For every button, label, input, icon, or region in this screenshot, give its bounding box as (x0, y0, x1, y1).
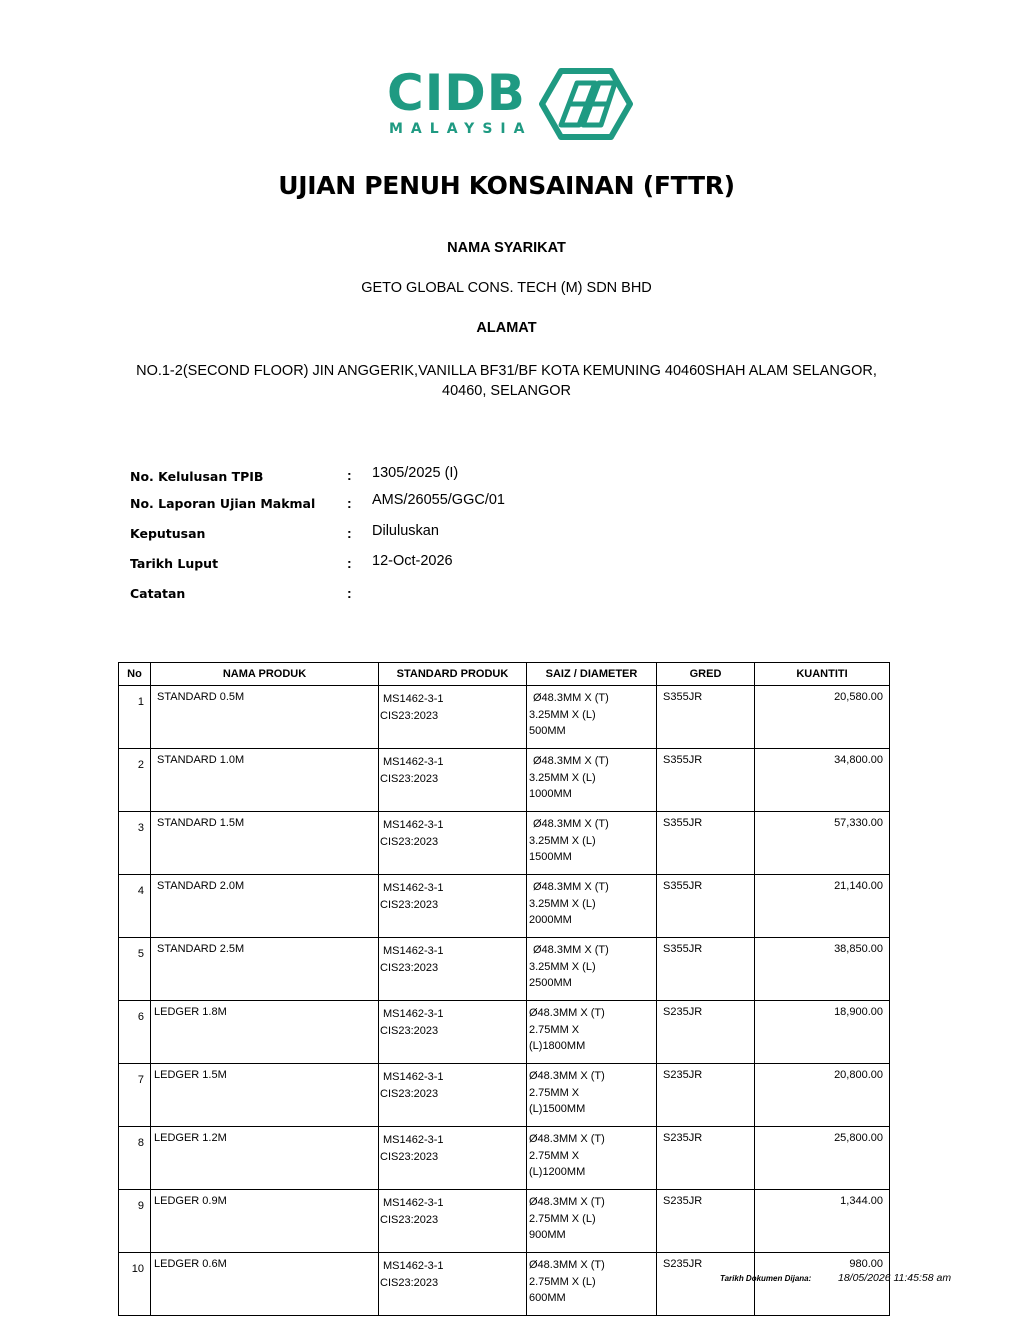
standard-line-2: CIS23:2023 (380, 1087, 439, 1100)
company-heading: NAMA SYARIKAT (447, 240, 566, 256)
cell-grade: S235JR (657, 1253, 755, 1316)
cell-no: 6 (119, 1001, 151, 1064)
standard-line-2: CIS23:2023 (380, 1150, 439, 1163)
info-colon: : (347, 525, 352, 541)
standard-line-1: MS1462-3-1 (383, 1260, 444, 1272)
standard-line-1: MS1462-3-1 (383, 819, 444, 831)
size-line-1: Ø48.3MM X (T) (529, 1007, 605, 1019)
cell-standard (379, 1001, 527, 1064)
cell-standard (379, 938, 527, 1001)
standard-line-2: CIS23:2023 (380, 1213, 439, 1226)
document-title: UJIAN PENUH KONSAINAN (FTTR) (278, 171, 735, 200)
cell-product-name: LEDGER 1.8M (151, 1001, 379, 1064)
standard-line-2: CIS23:2023 (380, 709, 439, 722)
cell-size (527, 1064, 657, 1127)
cell-size (527, 1253, 657, 1316)
size-line-2: 3.25MM X (L) (529, 708, 596, 721)
cell-no: 7 (119, 1064, 151, 1127)
info-colon: : (347, 495, 352, 511)
size-line-2: 3.25MM X (L) (529, 834, 596, 847)
cell-product-name: STANDARD 2.5M (151, 938, 379, 1001)
standard-line-2: CIS23:2023 (380, 1276, 439, 1289)
cell-grade: S235JR (657, 1190, 755, 1253)
standard-line-1: MS1462-3-1 (383, 693, 444, 705)
standard-line-1: MS1462-3-1 (383, 1197, 444, 1209)
standard-line-1: MS1462-3-1 (383, 882, 444, 894)
size-line-3: 1500MM (529, 851, 572, 863)
standard-line-1: MS1462-3-1 (383, 1134, 444, 1146)
cell-product-name: LEDGER 0.9M (151, 1190, 379, 1253)
size-line-3: 600MM (529, 1292, 566, 1304)
cell-quantity: 21,140.00 (755, 875, 890, 938)
size-line-1: Ø48.3MM X (T) (533, 944, 609, 956)
standard-line-1: MS1462-3-1 (383, 756, 444, 768)
size-line-1: Ø48.3MM X (T) (529, 1259, 605, 1271)
table-row (119, 1064, 890, 1127)
cell-grade: S355JR (657, 686, 755, 749)
table-row (119, 1253, 890, 1316)
cell-no: 4 (119, 875, 151, 938)
standard-line-2: CIS23:2023 (380, 961, 439, 974)
cell-standard (379, 1190, 527, 1253)
info-label-decision: Keputusan (130, 526, 206, 541)
cell-grade: S235JR (657, 1001, 755, 1064)
info-value-decision: Diluluskan (372, 523, 439, 539)
info-label-notes: Catatan (130, 586, 186, 601)
cell-quantity: 57,330.00 (755, 812, 890, 875)
info-label-approval-no: No. Kelulusan TPIB (130, 469, 264, 484)
size-line-2: 3.25MM X (L) (529, 897, 596, 910)
cell-size (527, 1127, 657, 1190)
size-line-3: 2500MM (529, 977, 572, 989)
size-line-2: 3.25MM X (L) (529, 960, 596, 973)
info-label-lab-report-no: No. Laporan Ujian Makmal (130, 496, 316, 511)
cell-size (527, 749, 657, 812)
table-row (119, 875, 890, 938)
info-colon: : (347, 555, 352, 571)
generated-date-label: Tarikh Dokumen Dijana: (720, 1274, 812, 1283)
info-colon: : (347, 585, 352, 601)
address-line-1: NO.1-2(SECOND FLOOR) JIN ANGGERIK,VANILLA BF31/BF KOTA KEMUNING 40460SHAH ALAM SELANGOR, (136, 363, 877, 379)
header-product-standard: STANDARD PRODUK (379, 663, 527, 686)
table-row (119, 1190, 890, 1253)
cell-no: 5 (119, 938, 151, 1001)
cell-size (527, 938, 657, 1001)
standard-line-1: MS1462-3-1 (383, 1008, 444, 1020)
info-label-expiry-date: Tarikh Luput (130, 556, 219, 571)
cell-quantity: 25,800.00 (755, 1127, 890, 1190)
cell-grade: S355JR (657, 938, 755, 1001)
standard-line-2: CIS23:2023 (380, 772, 439, 785)
cell-grade: S355JR (657, 812, 755, 875)
address-heading: ALAMAT (476, 320, 537, 336)
info-value-approval-no: 1305/2025 (I) (372, 465, 459, 481)
cell-no: 1 (119, 686, 151, 749)
table-row (119, 1127, 890, 1190)
size-line-2: 2.75MM X (529, 1149, 580, 1162)
header-quantity: KUANTITI (755, 663, 890, 686)
cell-product-name: LEDGER 1.2M (151, 1127, 379, 1190)
address-text (100, 361, 913, 401)
cell-product-name: LEDGER 0.6M (151, 1253, 379, 1316)
size-line-2: 2.75MM X (L) (529, 1275, 596, 1288)
size-line-1: Ø48.3MM X (T) (529, 1070, 605, 1082)
table-row (119, 812, 890, 875)
cell-standard (379, 1253, 527, 1316)
generated-date-value: 18/05/2026 11:45:58 am (838, 1272, 952, 1284)
cell-grade: S235JR (657, 1064, 755, 1127)
header-size-diameter: SAIZ / DIAMETER (527, 663, 657, 686)
info-value-lab-report-no: AMS/26055/GGC/01 (372, 492, 505, 508)
table-row (119, 1001, 890, 1064)
standard-line-2: CIS23:2023 (380, 898, 439, 911)
cell-quantity: 1,344.00 (755, 1190, 890, 1253)
cell-size (527, 812, 657, 875)
size-line-2: 2.75MM X (L) (529, 1212, 596, 1225)
size-line-3: (L)1200MM (529, 1166, 586, 1178)
cell-grade: S235JR (657, 1127, 755, 1190)
cell-standard (379, 686, 527, 749)
table-row (119, 749, 890, 812)
size-line-1: Ø48.3MM X (T) (533, 692, 609, 704)
cidb-hexagon-icon (537, 68, 633, 140)
standard-line-1: MS1462-3-1 (383, 945, 444, 957)
cell-quantity: 980.00 (755, 1253, 890, 1316)
info-colon: : (347, 467, 352, 483)
standard-line-2: CIS23:2023 (380, 1024, 439, 1037)
size-line-3: (L)1500MM (529, 1103, 586, 1115)
cell-quantity: 38,850.00 (755, 938, 890, 1001)
info-value-expiry-date: 12-Oct-2026 (372, 553, 453, 569)
cell-size (527, 875, 657, 938)
cell-grade: S355JR (657, 875, 755, 938)
cell-size (527, 1190, 657, 1253)
standard-line-2: CIS23:2023 (380, 835, 439, 848)
cell-quantity: 18,900.00 (755, 1001, 890, 1064)
cell-product-name: STANDARD 0.5M (151, 686, 379, 749)
cell-standard (379, 1127, 527, 1190)
size-line-1: Ø48.3MM X (T) (533, 755, 609, 767)
cell-size (527, 686, 657, 749)
logo-subtitle: MALAYSIA (389, 121, 533, 137)
cell-no: 10 (119, 1253, 151, 1316)
cell-no: 3 (119, 812, 151, 875)
size-line-3: 2000MM (529, 914, 572, 926)
cell-product-name: STANDARD 2.0M (151, 875, 379, 938)
cell-quantity: 34,800.00 (755, 749, 890, 812)
size-line-1: Ø48.3MM X (T) (533, 881, 609, 893)
standard-line-1: MS1462-3-1 (383, 1071, 444, 1083)
table-row (119, 686, 890, 749)
table-row (119, 938, 890, 1001)
size-line-3: 1000MM (529, 788, 572, 800)
size-line-1: Ø48.3MM X (T) (533, 818, 609, 830)
size-line-2: 3.25MM X (L) (529, 771, 596, 784)
size-line-2: 2.75MM X (529, 1086, 580, 1099)
cell-quantity: 20,800.00 (755, 1064, 890, 1127)
cell-grade: S355JR (657, 749, 755, 812)
header-grade: GRED (657, 663, 755, 686)
cell-product-name: STANDARD 1.0M (151, 749, 379, 812)
size-line-3: (L)1800MM (529, 1040, 586, 1052)
header-no: No (119, 663, 151, 686)
logo-wordmark: CIDB (387, 64, 526, 122)
cell-size (527, 1001, 657, 1064)
size-line-3: 900MM (529, 1229, 566, 1241)
cell-standard (379, 1064, 527, 1127)
cell-standard (379, 875, 527, 938)
table-header-row (119, 663, 890, 686)
cell-product-name: STANDARD 1.5M (151, 812, 379, 875)
size-line-2: 2.75MM X (529, 1023, 580, 1036)
cell-product-name: LEDGER 1.5M (151, 1064, 379, 1127)
cell-quantity: 20,580.00 (755, 686, 890, 749)
header-product-name: NAMA PRODUK (151, 663, 379, 686)
cell-no: 2 (119, 749, 151, 812)
size-line-1: Ø48.3MM X (T) (529, 1133, 605, 1145)
cell-standard (379, 749, 527, 812)
cidb-logo (385, 64, 635, 144)
products-table (118, 662, 890, 1316)
size-line-1: Ø48.3MM X (T) (529, 1196, 605, 1208)
company-name: GETO GLOBAL CONS. TECH (M) SDN BHD (361, 280, 652, 296)
address-line-2: 40460, SELANGOR (442, 383, 571, 399)
cell-no: 8 (119, 1127, 151, 1190)
cell-no: 9 (119, 1190, 151, 1253)
size-line-3: 500MM (529, 725, 566, 737)
cell-standard (379, 812, 527, 875)
